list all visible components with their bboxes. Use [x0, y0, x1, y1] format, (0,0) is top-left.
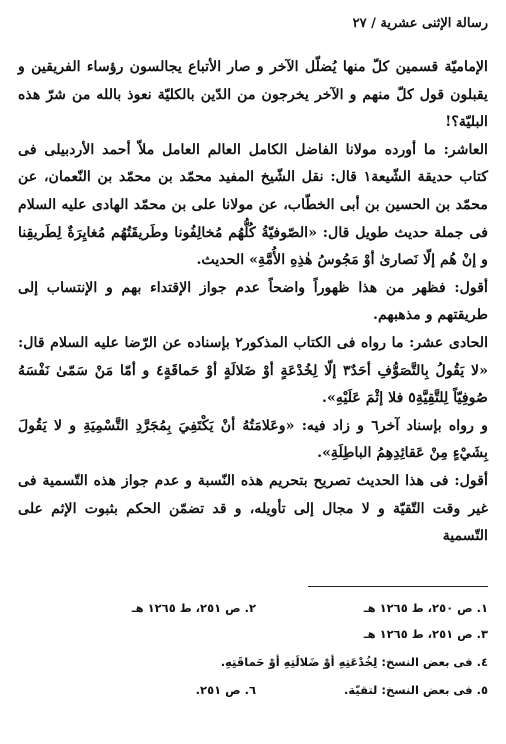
footnote-4: ٤. فى بعض النسخ: لِخُدْعَتِهِ أوْ ضَلالَتِهِ أوْ حَماقَتِهِ.: [220, 655, 488, 669]
paragraph-text: فى هذا الحديث تصريح بتحريم هذه النّسبة و عدم جواز هذه التّسمية فى غير وقت التّقيّة و لا مجال إلى تأويله، و قد تضمّن الحكم بثبوت الإثم على التّسمية: [18, 472, 488, 545]
paragraph-4: [18, 330, 488, 413]
paragraph-text: ما أورده مولانا الفاضل الكامل العالم العامل ملاّ أحمد الأردبيلى فى كتاب حديقة الشّيعة١ قال: نقل الشّيخ المفيد محمّد بن محمّد بن النّعمان، عن محمّد بن الحسين بن أبى الخطّاب، عن مولانا على بن محمّد الهادى عليه السلام فى جملة حديث طويل قال: «الصّوفيّةُ كُلُّهُم مُخالِفُونا وطَريقَتُهُم مُغايِرَةٌ لِطَريقِنا و إنْ هُم إلّا نَصارىٰ أوْ مَجُوسُ هٰذِهِ الأُمَّةِ» الحديث.: [18, 141, 488, 269]
footnote-2: ٢. ص ٢٥١، ط ١٢٦٥ هـ: [131, 601, 256, 615]
paragraph-text: فظهر من هذا ظهوراً واضحاً عدم جواز الإقتداء بهم و الإنتساب إلى طريقتهم و مذهبهم.: [18, 279, 488, 324]
paragraph-lead: الحادى عشر:: [409, 334, 489, 351]
paragraph-lead: العاشر:: [443, 141, 488, 158]
paragraph-lead: أقول:: [454, 279, 488, 296]
body-text: [18, 54, 488, 551]
footnote-3: ٣. ص ٢٥١، ط ١٢٦٥ هـ: [363, 627, 488, 641]
paragraph-1: الإماميّة قسمين كلّ منها يُضلّل الآخر و صار الأتباع يجالسون رؤساء الفريقين و يقبلون قول كلّ منهم و الآخر يخرجون من الدّين بالكليّة نعوذ بالله من شرّ هذه البليّة؟!: [18, 59, 488, 131]
footnote-1: ١. ص ٢٥٠، ط ١٢٦٥ هـ: [363, 601, 488, 615]
paragraph-3: [18, 275, 488, 330]
footnote-divider: [308, 586, 488, 587]
paragraph-text: ما رواه فى الكتاب المذكور٢ بإسناده عن الرّضا عليه السلام قال: «لا يَقُولُ بِالتَّصَوُّفِ أحَدٌ٣ إلّا لِخُدْعَةٍ أوْ ضَلالَةٍ أوْ حَماقَةٍ٤ و أمّا مَنْ سَمّىٰ نَفْسَهُ صُوفِيّاً لِلتَّقِيَّةِ٥ فلا إثْمَ عَلَيْهِ».: [18, 334, 488, 407]
paragraph-5: و رواه بإسناد آخر٦ و زاد فيه: «وعَلامَتُهُ أنْ يَكْتَفِيَ بِمُجَرَّدِ التَّسْمِيَةِ و لا يَقُولَ بِشَيْءٍ مِنْ عَقائِدِهِمُ الباطِلَةِ».: [18, 417, 489, 462]
footnote-6: ٦. ص ٢٥١.: [195, 683, 256, 697]
paragraph-2: [18, 137, 488, 275]
paragraph-lead: أقول:: [454, 472, 488, 489]
running-head: رسالة الإثنى عشرية / ٢٧: [352, 16, 488, 31]
paragraph-6: [18, 468, 488, 551]
footnote-5: ٥. فى بعض النسخ: لتقيّة.: [344, 683, 488, 697]
